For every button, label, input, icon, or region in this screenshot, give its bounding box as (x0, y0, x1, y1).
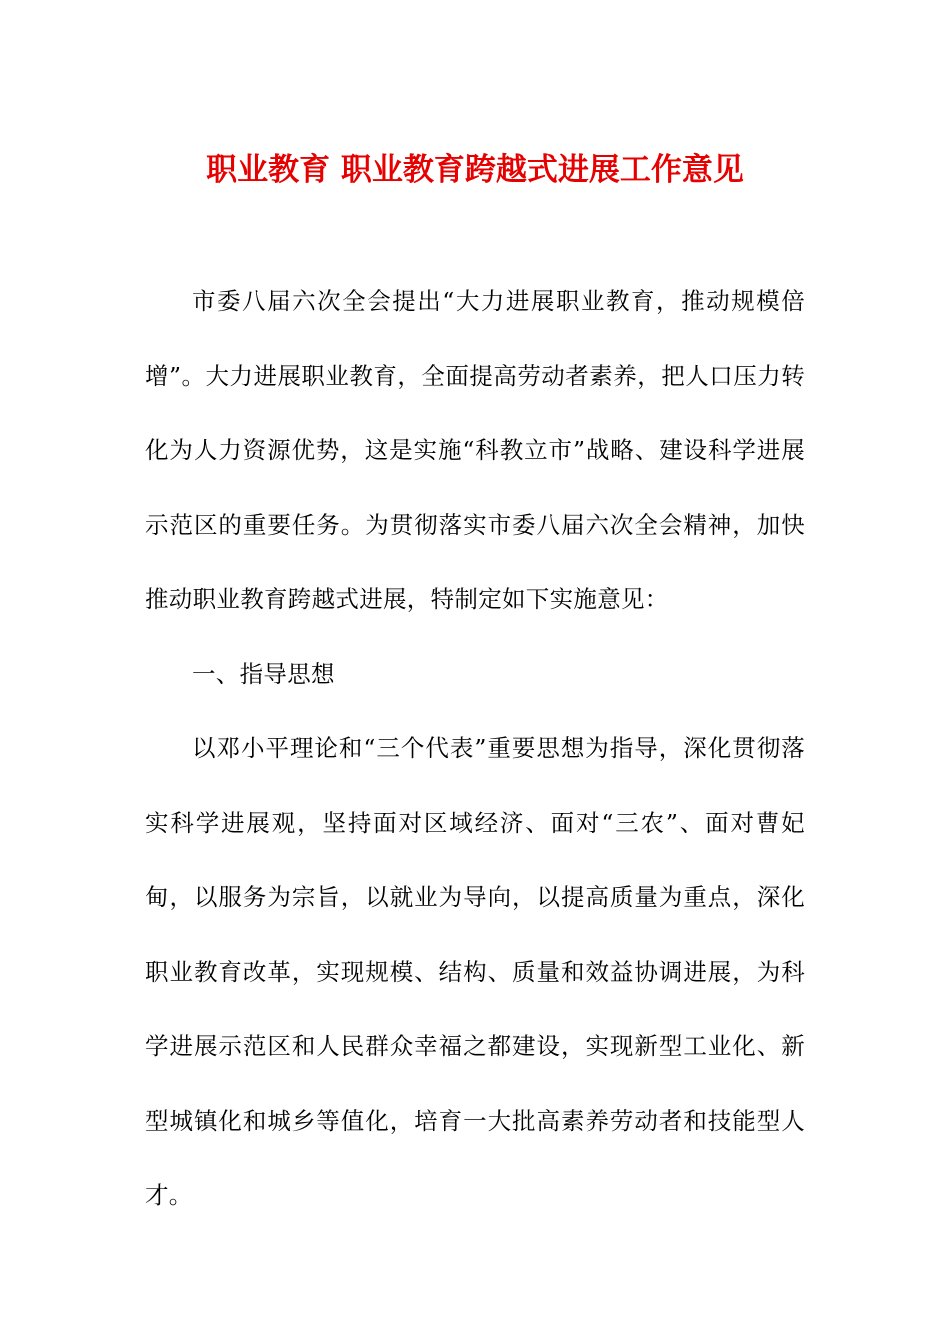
paragraph-intro: 市委八届六次全会提出“大力进展职业教育，推动规模倍增”。大力进展职业教育，全面提高劳动者素养，把人口压力转化为人力资源优势，这是实施“科教立市”战略、建设科学进展示范区的重要任务。为贯彻落实市委八届六次全会精神，加快推动职业教育跨越式进展，特制定如下实施意见： (145, 287, 805, 613)
document-title: 职业教育 职业教育跨越式进展工作意见 (206, 152, 744, 188)
document-body (145, 264, 805, 1233)
paragraph-guiding-ideology: 以邓小平理论和“三个代表”重要思想为指导，深化贯彻落实科学进展观，坚持面对区域经济、面对“三农”、面对曹妃甸，以服务为宗旨，以就业为导向，以提高质量为重点，深化职业教育改革，实现规模、结构、质量和效益协调进展，为科学进展示范区和人民群众幸福之都建设，实现新型工业化、新型城镇化和城乡等值化，培育一大批高素养劳动者和技能型人才。 (145, 734, 805, 1209)
section-heading-guiding-ideology: 一、指导思想 (192, 659, 335, 688)
